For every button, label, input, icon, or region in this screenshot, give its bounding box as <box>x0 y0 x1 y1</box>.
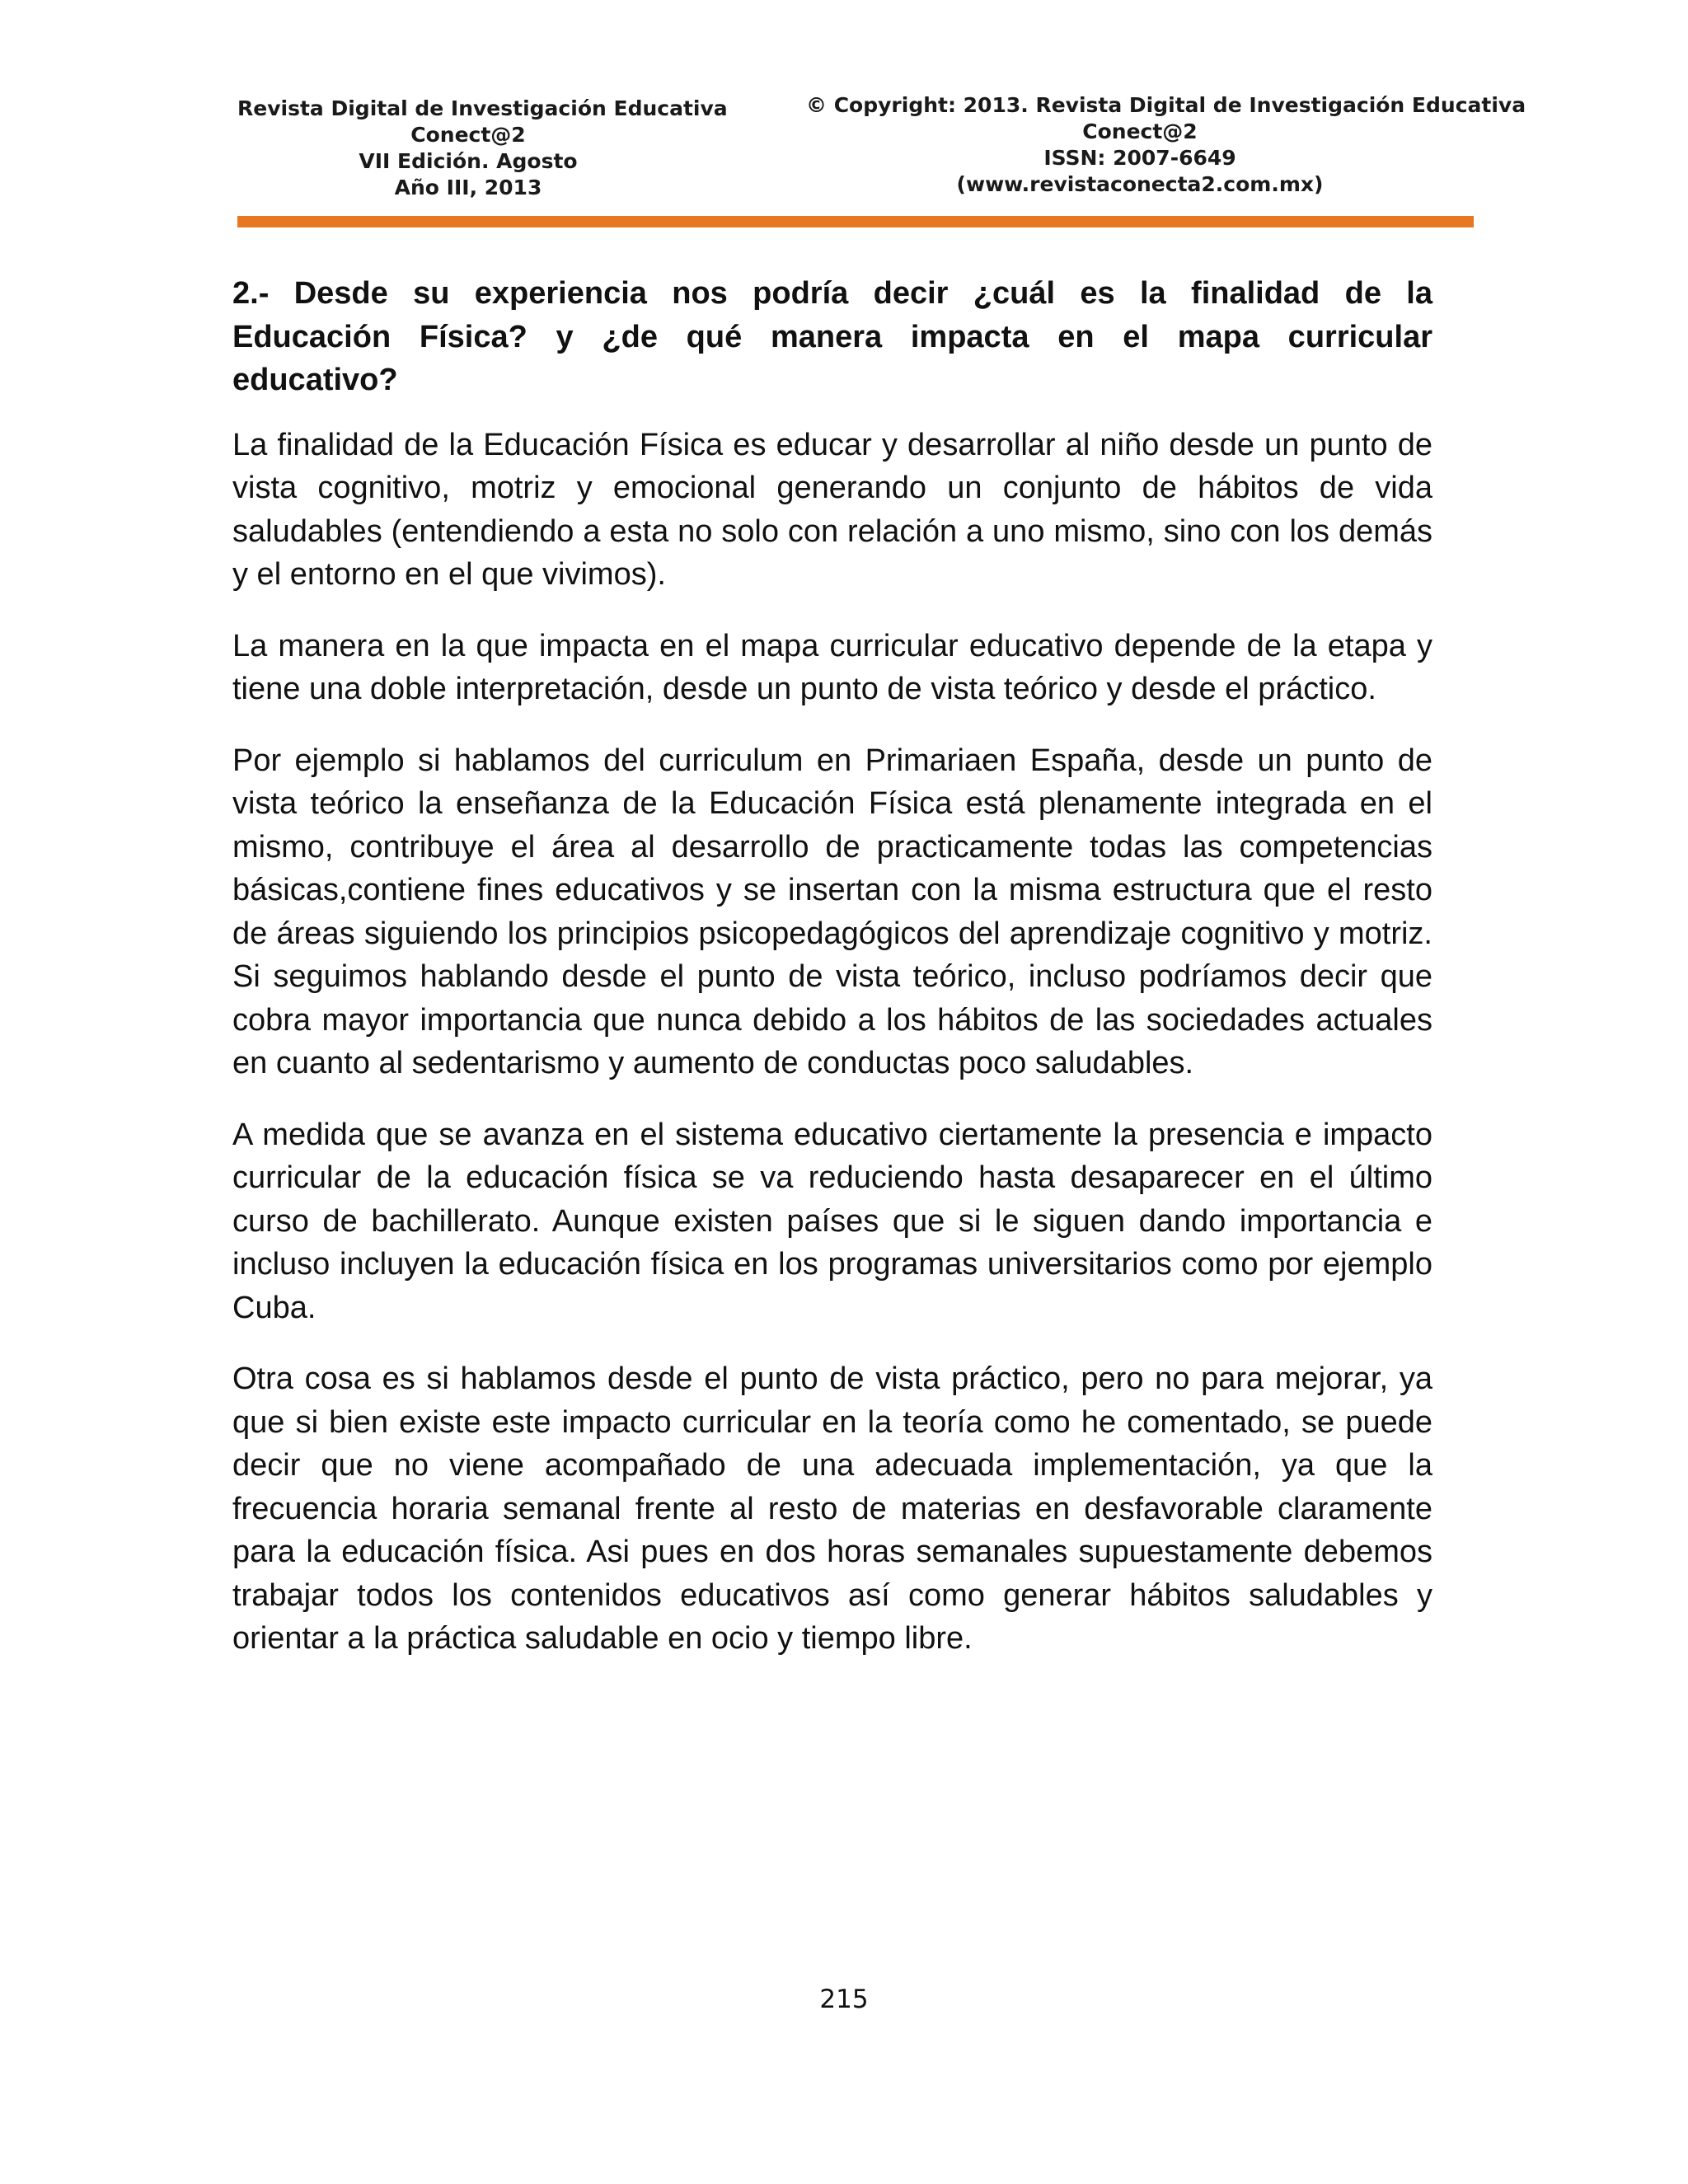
header-copyright: © Copyright: 2013. Revista Digital de Investigación Educativa <box>806 93 1526 117</box>
header-website: (www.revistaconecta2.com.mx) <box>956 172 1324 196</box>
answer-paragraph: Otra cosa es si hablamos desde el punto de vista práctico, pero no para mejorar, ya que si bien existe este impacto curricular en la teoría como he comentado, se puede decir que no viene acompañado de una adecuada implementación, ya que la frecuencia horaria semanal frente al resto de materias en desfavorable claramente para la educación física. Asi pues en dos horas semanales supuestamente debemos trabajar todos los contenidos educativos así como generar hábitos saludables y orientar a la práctica saludable en ocio y tiempo libre. <box>232 1361 1432 1656</box>
header-copyright-info <box>806 92 1526 198</box>
header-year: Año III, 2013 <box>394 176 542 199</box>
article-body <box>232 272 1432 1689</box>
interview-question: 2.- Desde su experiencia nos podría decir ¿cuál es la finalidad de la Educación Física? y ¿de qué manera impacta en el mapa curricular educativo? <box>232 276 1432 397</box>
header-journal-name: Conect@2 <box>410 123 526 147</box>
answer-paragraph: La finalidad de la Educación Física es educar y desarrollar al niño desde un punto de vista cognitivo, motriz y emocional generando un conjunto de hábitos de vida saludables (entendiendo a esta no solo con relación a uno mismo, sino con los demás y el entorno en el que vivimos). <box>232 427 1432 592</box>
answer-paragraph: A medida que se avanza en el sistema educativo ciertamente la presencia e impacto curricular de la educación física se va reduciendo hasta desaparecer en el último curso de bachillerato. Aunque existen países que si le siguen dando importancia e incluso incluyen la educación física en los programas universitarios como por ejemplo Cuba. <box>232 1117 1432 1325</box>
page-header <box>237 92 1526 208</box>
header-edition: VII Edición. Agosto <box>359 149 578 173</box>
header-issn: ISSN: 2007-6649 <box>1043 146 1236 170</box>
header-journal-title: Revista Digital de Investigación Educativa <box>237 96 728 120</box>
header-journal-info <box>237 96 728 201</box>
header-divider <box>237 216 1474 227</box>
header-journal-name-right: Conect@2 <box>1082 120 1198 143</box>
answer-paragraph: La manera en la que impacta en el mapa curricular educativo depende de la etapa y tiene una doble interpretación, desde un punto de vista teórico y desde el práctico. <box>232 628 1432 706</box>
answer-paragraph: Por ejemplo si hablamos del curriculum en Primariaen España, desde un punto de vista teórico la enseñanza de la Educación Física está plenamente integrada en el mismo, contribuye el área al desarrollo de practicamente todas las competencias básicas,contiene fines educativos y se insertan con la misma estructura que el resto de áreas siguiendo los principios psicopedagógicos del aprendizaje cognitivo y motriz. Si seguimos hablando desde el punto de vista teórico, incluso podríamos decir que cobra mayor importancia que nunca debido a los hábitos de las sociedades actuales en cuanto al sedentarismo y aumento de conductas poco saludables. <box>232 743 1432 1080</box>
page-number: 215 <box>819 1985 869 2014</box>
